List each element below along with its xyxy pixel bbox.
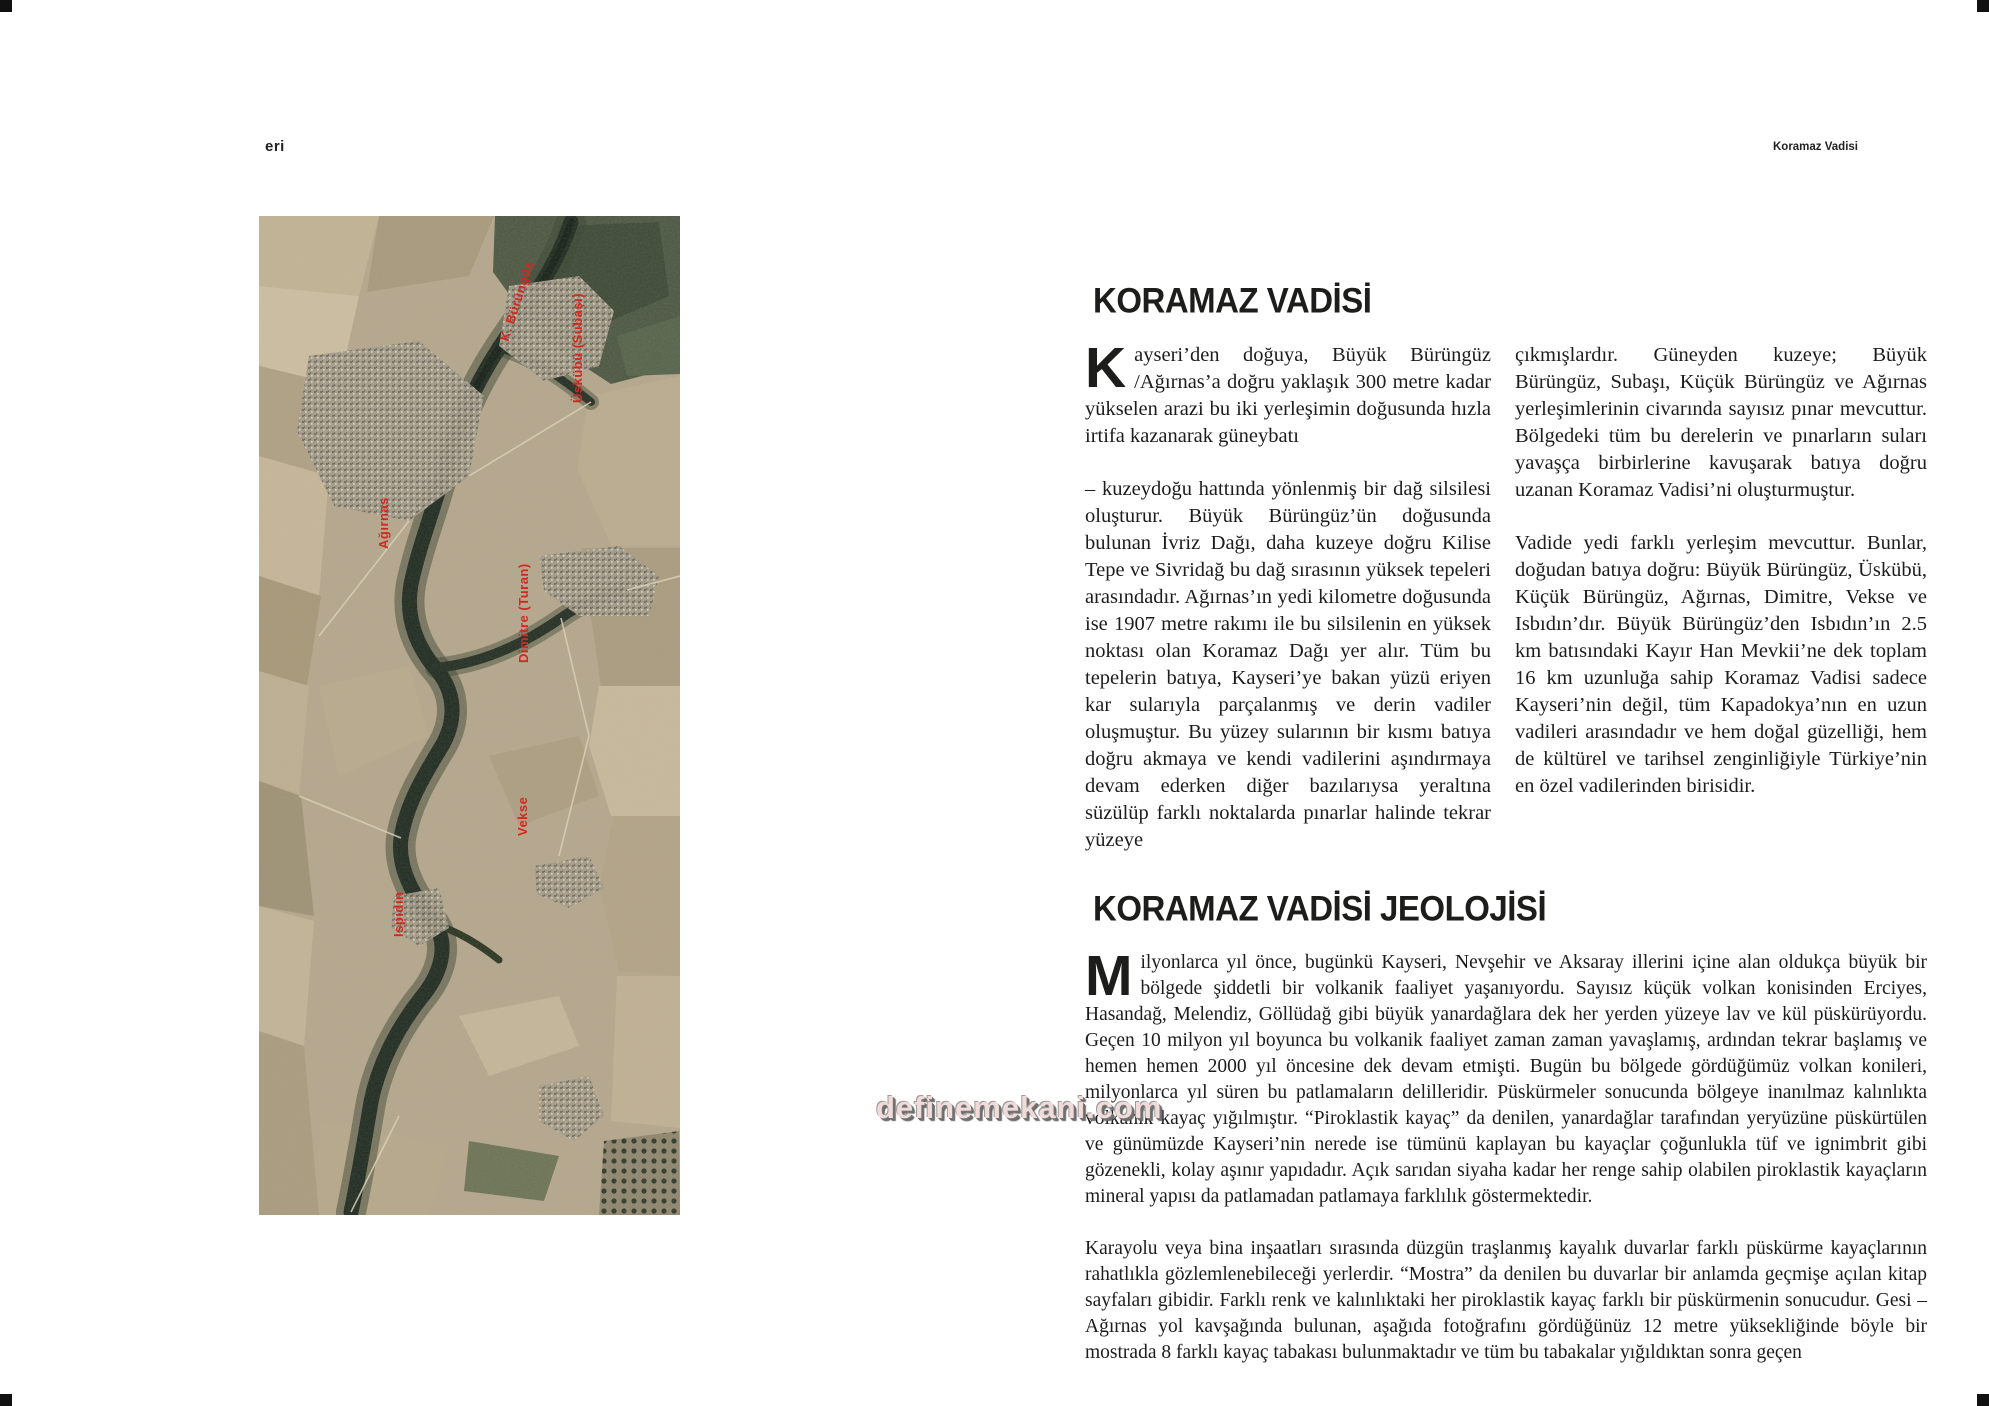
section-title-koramaz-vadisi: KORAMAZ VADİSİ	[1093, 280, 1372, 320]
scan-corner-mark	[1977, 1394, 1989, 1406]
paragraph	[1085, 336, 1491, 450]
scan-corner-mark	[1977, 0, 1989, 12]
map-label-dimitre-turan: Dimitre (Turan)	[516, 563, 531, 663]
column-right	[1515, 342, 1927, 880]
paragraph: Karayolu veya bina inşaatları sırasında düzgün traşlanmış kayalık duvarlar farklı püskürme kayaçlarının rahatlıkla gözlemlenebileceği yerlerdir. “Mostra” da denilen bu duvarlar bir anlamda geçmişe açılan kitap sayfaları gibidir. Farklı renk ve kalınlıktaki her piroklastik kayaç farklı bir püskürmenin sonucudur. Gesi – Ağırnas yol kavşağında bulunan, aşağıda fotoğrafını gördüğünüz 12 metre yüksekliğinde böyle bir mostrada 8 farklı kayaç tabakası bulunmaktadır ve tüm bu tabakalar yığıldıktan sonra geçen	[1085, 1238, 1927, 1363]
watermark-definemekani: definemekani.com	[876, 1090, 1163, 1125]
dropcap-k: K	[1085, 336, 1127, 400]
full-width-text	[1085, 944, 1927, 1366]
map-label-k-burunguz: K. Bürüngüz	[496, 259, 537, 343]
satellite-map-figure	[259, 216, 680, 1215]
article	[1085, 280, 1927, 1392]
paragraph-text: ayseri’den doğuya, Büyük Bürüngüz /Ağırnas’a doğru yaklaşık 300 metre kadar yükselen arazi bu iki yerleşimin doğusunda hızla irtifa kazanarak güneybatı	[1085, 344, 1491, 447]
paragraph: çıkmışlardır. Güneyden kuzeye; Büyük Bürüngüz, Subaşı, Küçük Bürüngüz ve Ağırnas yerleşimlerinin civarında sayısız pınar mevcuttur. Bölgedeki tüm bu derelerin ve pınarların suları yavaşça birbirlerine kavuşarak batıya doğru uzanan Koramaz Vadisi’ni oluşturmuştur.	[1515, 344, 1927, 501]
scan-corner-mark	[0, 1394, 12, 1406]
two-column-text	[1085, 336, 1927, 880]
map-label-uskubu-subasi: Üskübü (Subaşı)	[570, 292, 585, 403]
section-jeoloji	[1085, 888, 1927, 1366]
column-left	[1085, 336, 1491, 880]
paragraph: Vadide yedi farklı yerleşim mevcuttur. Bunlar, doğudan batıya doğru: Büyük Bürüngüz, Üskübü, Küçük Bürüngüz, Ağırnas, Dimitre, Vekse ve Isbıdın’dır. Büyük Bürüngüz’den Isbıdın’ın 2.5 km batısındaki Kayır Han Mevkii’ne dek toplam 16 km uzunluğa sahip Koramaz Vadisi sadece Kayseri’nin değil, tüm Kapadokya’nın en uzun vadileri arasındadır ve hem doğal güzelliği, hem de kültürel ve tarihsel zenginliğiyle Türkiye’nin en özel vadilerinden birisidir.	[1515, 532, 1927, 797]
running-header-left: eri	[265, 138, 285, 155]
paragraph	[1085, 944, 1927, 1210]
section-title-koramaz-vadisi-jeolojisi: KORAMAZ VADİSİ JEOLOJİSİ	[1093, 888, 1547, 928]
map-label-vekse: Vekse	[515, 796, 530, 836]
satellite-map-image	[259, 216, 680, 1215]
paragraph: – kuzeydoğu hattında yönlenmiş bir dağ silsilesi oluşturur. Büyük Bürüngüz’ün doğusunda bulunan İvriz Dağı, daha kuzeye doğru Kilise Tepe ve Sivridağ bu dağ sırasının yüksek tepeleri arasındadır. Ağırnas’ın yedi kilometre doğusunda ise 1907 metre rakımı ile bu silsilenin en yüksek noktası olan Koramaz Dağı yer alır. Tüm bu tepelerin batıya, Kayseri’ye bakan yüzü eriyen kar sularıyla parçalanmış ve derin vadiler oluşmuştur. Bu yüzey sularının bir kısmı batıya doğru akmaya ve kendi vadilerini aşındırmaya devam ederken diğer bazılarıysa yeraltına süzülüp farklı noktalarda pınarlar halinde tekrar yüzeye	[1085, 478, 1491, 851]
scan-corner-mark	[0, 0, 12, 12]
paragraph-text: ilyonlarca yıl önce, bugünkü Kayseri, Nevşehir ve Aksaray illerini içine alan oldukça büyük bir bölgede şiddetli bir volkanik faaliyet yaşanıyordu. Sayısız küçük volkan konisinden Erciyes, Hasandağ, Melendiz, Göllüdağ gibi büyük yanardağlara dek her yerden yüzeye lav ve kül püskürüyordu. Geçen 10 milyon yıl boyunca bu volkanik faaliyet zaman zaman yavaşlamış, ardından tekrar başlamış ve hemen hemen 2000 yıl öncesine dek devam etmişti. Bugün bu bölgede gördüğümüz volkan konileri, milyonlarca yıl süren bu patlamaların delilleridir. Püskürmeler sonucunda bölgeye inanılmaz kalınlıkta volkanik kayaç yığılmıştır. “Piroklastik kayaç” da denilen, yanardağlar tarafından yeryüzüne püskürtülen ve günümüzde Kayseri’nin nerede ise tümünü kaplayan bu kayaçlar çoğunlukla tüf ve ignimbrit gibi gözenekli, kolay aşınır yapıdadır. Açık sarıdan siyaha kadar her renge sahip olabilen piroklastik kayaçların mineral yapısı da patlamadan patlamaya farklılık göstermektedir.	[1085, 952, 1927, 1207]
map-label-ispidin: Ispıdın	[391, 891, 406, 937]
map-label-agirnas: Ağırnas	[376, 497, 391, 549]
dropcap-m: M	[1085, 944, 1133, 1008]
running-header-right: Koramaz Vadisi	[1772, 141, 1858, 153]
